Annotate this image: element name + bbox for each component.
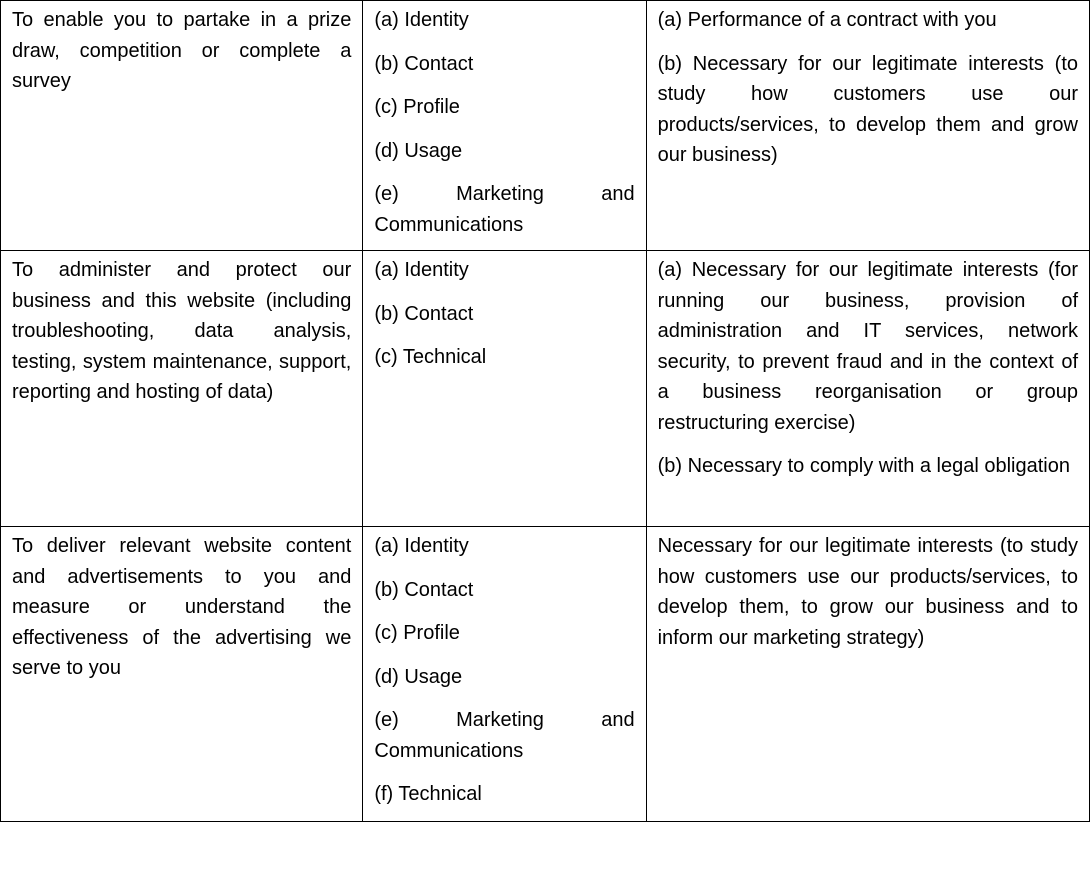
purpose-cell (1, 1, 363, 251)
lawful-basis-item: (b) Necessary for our legitimate interests (to study how customers use our products/services, to develop them and grow our business) (657, 52, 1078, 166)
data-type-item: (e) Marketing and Communications (374, 183, 635, 236)
data-type-cell (363, 527, 646, 822)
data-type-cell (363, 251, 646, 527)
data-type-item: (b) Contact (374, 578, 474, 601)
table-row (1, 527, 1090, 822)
lawful-basis-cell (646, 527, 1089, 822)
data-type-item: (c) Profile (374, 96, 460, 118)
data-type-item: (d) Usage (374, 665, 463, 688)
lawful-basis-item: (b) Necessary to comply with a legal obligation (657, 455, 1070, 477)
data-type-item: (b) Contact (374, 52, 474, 75)
purpose-text: To enable you to partake in a prize draw, competition or complete a survey (12, 9, 352, 92)
purpose-text: To administer and protect our business and this website (including troubleshooting, data analysis, testing, system maintenance, support, reporting and hosting of data) (12, 259, 352, 403)
data-type-item: (e) Marketing and Communications (374, 709, 635, 762)
lawful-basis-cell (646, 1, 1089, 251)
table-row (1, 1, 1090, 251)
table-row (1, 251, 1090, 527)
purpose-cell (1, 251, 363, 527)
data-type-item: (c) Technical (374, 346, 487, 368)
lawful-basis-item: (a) Performance of a contract with you (657, 9, 997, 31)
data-type-item: (b) Contact (374, 302, 474, 325)
data-type-cell (363, 1, 646, 251)
data-type-item: (c) Profile (374, 622, 460, 644)
lawful-basis-item: (a) Necessary for our legitimate interests (for running our business, provision of administration and IT services, network security, to prevent fraud and in the context of a business reorganisation or group restructuring exercise) (657, 259, 1078, 434)
lawful-basis-item: Necessary for our legitimate interests (to study how customers use our products/services, to develop them, to grow our business and to inform our marketing strategy) (657, 535, 1078, 649)
data-type-item: (a) Identity (374, 535, 469, 557)
purpose-cell (1, 527, 363, 822)
lawful-basis-cell (646, 251, 1089, 527)
data-type-item: (a) Identity (374, 9, 469, 31)
data-type-item: (a) Identity (374, 259, 469, 281)
data-type-item: (f) Technical (374, 783, 482, 805)
purpose-text: To deliver relevant website content and advertisements to you and measure or understand the effectiveness of the advertising we serve to you (12, 535, 352, 679)
data-type-item: (d) Usage (374, 139, 463, 162)
